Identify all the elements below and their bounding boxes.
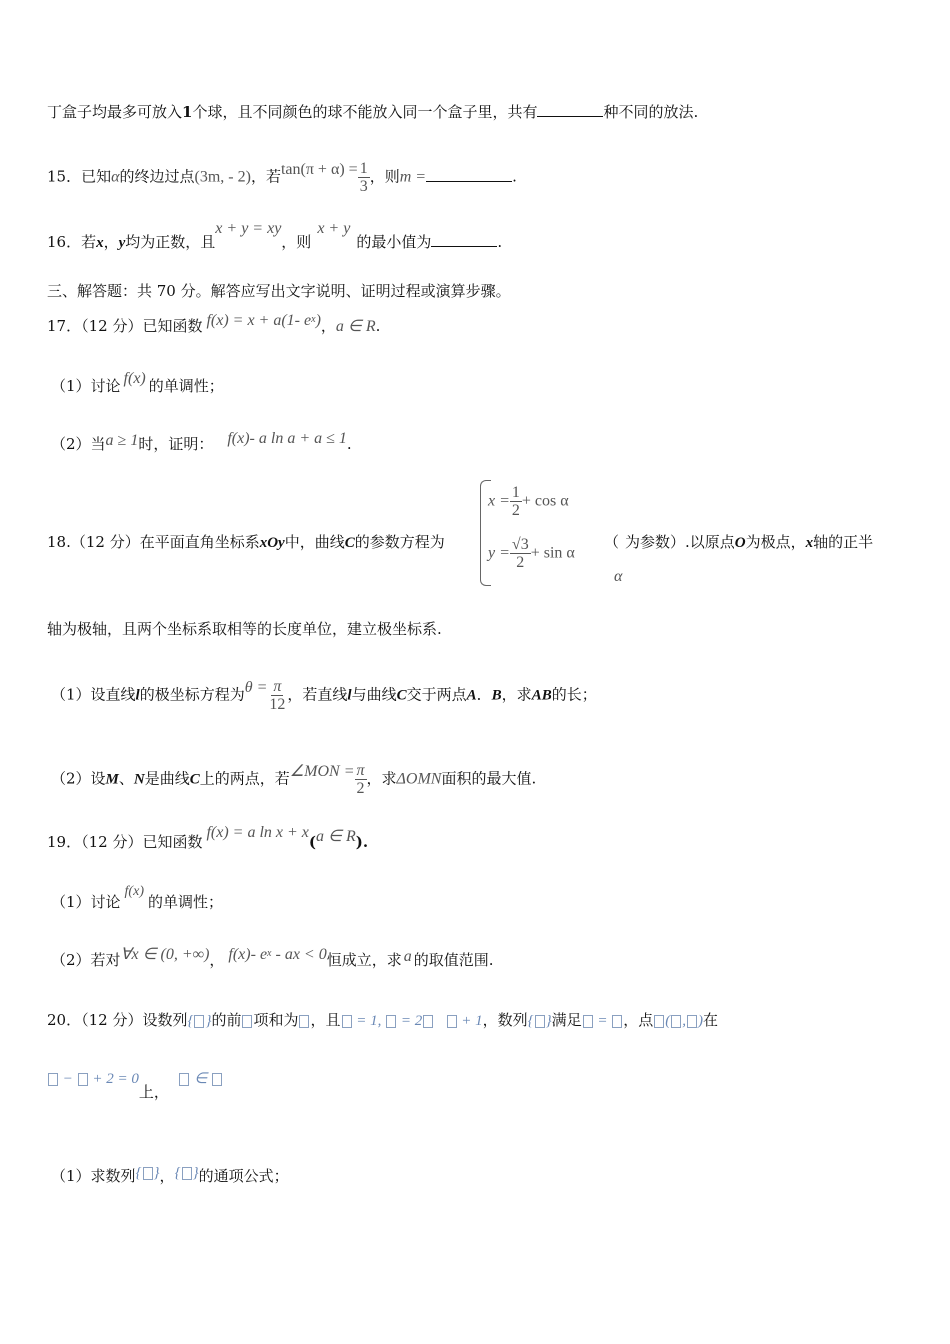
text: ， (159, 1167, 175, 1185)
text: 时，证明： (138, 435, 214, 453)
problem-19-part-2 (51, 946, 494, 971)
text: ，求 (501, 685, 532, 704)
math-part: 1, (370, 1013, 386, 1029)
text: 的终边过点 (119, 167, 195, 186)
text: . (497, 233, 503, 251)
math-function: f(x) = a ln x + x (206, 824, 309, 841)
text: 轴的正半 (813, 533, 874, 551)
math-a: a (403, 948, 412, 965)
missing-glyph (447, 1015, 457, 1028)
math-image-point: ( , ) (653, 1013, 703, 1029)
text: . (512, 167, 517, 186)
math-image-b1 (582, 1013, 624, 1029)
math-O: O (734, 535, 746, 551)
math-part: + cos α (521, 492, 569, 510)
text: ， (103, 233, 119, 251)
math-part: = (593, 1013, 612, 1029)
text: 满足 (551, 1011, 582, 1029)
missing-glyph (299, 1015, 309, 1028)
math-image-n-domain (178, 1071, 223, 1087)
missing-glyph (143, 1167, 153, 1180)
text: 交于两点 (406, 685, 467, 704)
math-theta: θ = (244, 678, 268, 696)
problem-15 (47, 160, 517, 195)
fraction (355, 762, 367, 797)
text: 种不同的放法. (603, 103, 699, 121)
text: ． (476, 685, 492, 704)
problem-20-line-2 (47, 1071, 223, 1101)
math-xoy: xOy (259, 535, 285, 551)
problem-number: 17．（12 分）已知函数 (47, 317, 203, 335)
part-label: （1）求数列 (51, 1167, 136, 1185)
numerator: π (356, 762, 365, 779)
text: 的单调性； (147, 893, 223, 911)
superscript: x (267, 948, 272, 959)
missing-glyph (386, 1015, 396, 1028)
number: 1 (182, 103, 193, 121)
text: ， (209, 951, 225, 969)
math-angle: ∠MON = (289, 762, 355, 780)
part-label: （2）若对 (51, 951, 121, 969)
math-image-bn: { } (527, 1013, 552, 1029)
problem-20-part-1 (51, 1166, 289, 1187)
part-label: （1）讨论 (51, 377, 121, 395)
math-image-condition: = 1, = 2 + 1 (341, 1013, 483, 1029)
math-part: + sin α (530, 544, 575, 562)
fraction (510, 484, 522, 519)
math-quantifier: ∀x ∈ (0, +∞) (120, 946, 210, 963)
text: 的通项公式； (198, 1167, 289, 1185)
missing-glyph (423, 1015, 433, 1028)
text: 上的两点，若 (199, 769, 290, 788)
text: ，则 (281, 233, 312, 251)
math-A: A (466, 687, 477, 704)
text: . (346, 435, 352, 453)
math-l: l (135, 687, 140, 704)
math-inequality: f(x)- a ln a + a ≤ 1 (227, 430, 347, 447)
missing-glyph (179, 1073, 189, 1086)
math-C: C (396, 687, 407, 704)
denominator: 3 (359, 178, 368, 195)
answer-blank[interactable] (537, 102, 603, 117)
text: 在 (703, 1011, 719, 1029)
text: 的长； (551, 685, 597, 704)
denominator: 2 (511, 502, 520, 519)
problem-19-part-1 (51, 884, 223, 914)
problem-18-line-2: 轴为极轴，且两个坐标系取相等的长度单位，建立极坐标系. (47, 620, 442, 638)
text: 均为正数，且 (125, 233, 216, 251)
text: ， (320, 317, 336, 335)
missing-glyph (242, 1015, 252, 1028)
part-label: （2）设 (51, 769, 106, 788)
text: 的单调性； (148, 377, 224, 395)
missing-glyph (583, 1015, 593, 1028)
text: 为极点， (745, 533, 806, 551)
math-fx: f(x) (123, 370, 146, 387)
math-m: m = (399, 168, 427, 186)
math-part: y = (488, 544, 510, 562)
missing-glyph (671, 1015, 681, 1028)
math-triangle: ΔOMN (396, 770, 442, 788)
math-image-an: { } (135, 1165, 160, 1181)
missing-glyph (612, 1015, 622, 1028)
math-alpha: α (111, 168, 120, 186)
math-y: y (118, 235, 126, 251)
problem-17-part-1 (51, 370, 224, 397)
numerator: √3 (511, 536, 529, 553)
missing-glyph (48, 1073, 58, 1086)
text: ). (355, 833, 369, 851)
math-domain: a ∈ R (316, 828, 356, 845)
denominator: 12 (269, 696, 286, 713)
text: 的参数方程为 (354, 533, 445, 551)
equation-x (488, 484, 569, 519)
denominator: 2 (516, 554, 525, 571)
problem-18-tail (604, 532, 873, 553)
fraction (510, 536, 531, 571)
math-image-line (47, 1071, 139, 1087)
numerator: 1 (511, 484, 520, 501)
text: ，且 (310, 1011, 341, 1029)
problem-18-part-2 (51, 762, 536, 797)
numerator: 1 (359, 160, 368, 177)
section-heading: 三、解答题：共 70 分。解答应写出文字说明、证明过程或演算步骤。 (47, 282, 511, 300)
missing-glyph (194, 1015, 204, 1028)
problem-18 (47, 532, 445, 553)
text: 面积的最大值. (441, 769, 537, 788)
math-domain: a ∈ R (335, 318, 376, 335)
math-image-an: { } (187, 1013, 212, 1029)
text: ，数列 (482, 1011, 528, 1029)
text: ，点 (623, 1011, 654, 1029)
text: 个球，且不同颜色的球不能放入同一个盒子里，共有 (192, 103, 538, 121)
math-C: C (189, 771, 200, 788)
math-l: l (347, 687, 352, 704)
problem-number: 20．（12 分）设数列 (47, 1011, 188, 1029)
problem-19 (47, 824, 369, 853)
problem-17-part-2 (51, 430, 352, 455)
numerator: π (273, 678, 282, 695)
missing-glyph (654, 1015, 664, 1028)
text: ，求 (366, 769, 397, 788)
problem-14-tail (47, 102, 698, 122)
math-equation: x + y = xy (215, 220, 282, 237)
problem-number: 18.（12 分）在平面直角坐标系 (47, 533, 260, 551)
missing-glyph (212, 1073, 222, 1086)
text: 恒成立，求 (326, 951, 402, 969)
math-x: x (805, 535, 814, 551)
denominator: 2 (356, 780, 365, 797)
missing-glyph (687, 1015, 697, 1028)
problem-20 (47, 1010, 718, 1031)
math-part: x = (488, 492, 510, 510)
math-condition: a ≥ 1 (105, 432, 139, 449)
text: （ (604, 533, 620, 551)
equation-y (488, 536, 575, 571)
math-point: (3m, - 2) (194, 168, 251, 186)
math-part: − (59, 1071, 77, 1087)
text: ，若 (250, 167, 281, 186)
text: 与曲线 (351, 685, 397, 704)
math-N: N (133, 771, 145, 788)
parametric-system (480, 480, 600, 586)
math-part: + 2 = 0 (88, 1071, 139, 1087)
math-fx: f(x) (124, 884, 144, 899)
text: 项和为 (253, 1011, 299, 1029)
text: 、 (118, 769, 134, 788)
text: 中，曲线 (284, 533, 345, 551)
text: 的前 (211, 1011, 242, 1029)
problem-number: 19．（12 分）已知函数 (47, 833, 203, 851)
text: 是曲线 (144, 769, 190, 788)
math-expression: x + y (317, 220, 351, 237)
math-part: ∈ (190, 1071, 212, 1087)
fraction (267, 678, 287, 713)
problem-number: 15．已知 (47, 167, 112, 186)
text: ( (308, 833, 317, 851)
math-part: f(x)- e (228, 946, 268, 963)
missing-glyph (182, 1167, 192, 1180)
problem-number: 16．若 (47, 233, 97, 251)
math-part: f(x) = x + a(1- e (206, 312, 312, 329)
part-label: （1）讨论 (51, 893, 121, 911)
text: 的取值范围. (413, 951, 494, 969)
math-alpha: α (614, 568, 623, 585)
missing-glyph (78, 1073, 88, 1086)
text: . (375, 317, 381, 335)
part-label: （1）设直线 (51, 685, 136, 704)
missing-glyph (342, 1015, 352, 1028)
math-inequality (228, 946, 326, 963)
math-part: ) (315, 312, 321, 329)
text: 丁盒子均最多可放入 (47, 103, 183, 121)
part-label: （2）当 (51, 435, 106, 453)
answer-blank[interactable] (426, 167, 512, 182)
missing-glyph (535, 1015, 545, 1028)
fraction (358, 160, 370, 195)
superscript: x (311, 314, 316, 325)
math-image-bn: { } (174, 1165, 199, 1181)
math-part: + 1 (457, 1013, 483, 1029)
text: 的最小值为 (356, 233, 432, 251)
problem-17 (47, 312, 381, 337)
text: ，则 (369, 167, 400, 186)
math-x: x (96, 235, 104, 251)
problem-18-part-1 (51, 678, 597, 713)
problem-16 (47, 220, 503, 253)
math-M: M (105, 771, 119, 788)
math-function (206, 312, 320, 329)
answer-blank[interactable] (431, 232, 497, 247)
math-B: B (491, 687, 502, 704)
text: 为参数）.以原点 (625, 533, 735, 551)
text: ，若直线 (287, 685, 348, 704)
math-tan: tan(π + α) = (280, 160, 358, 178)
math-part: = 2 (397, 1013, 423, 1029)
text: 上， (138, 1083, 169, 1101)
math-C: C (344, 535, 355, 551)
math-part: - ax < 0 (275, 946, 327, 963)
math-AB: AB (531, 687, 552, 704)
text: 的极坐标方程为 (139, 685, 245, 704)
